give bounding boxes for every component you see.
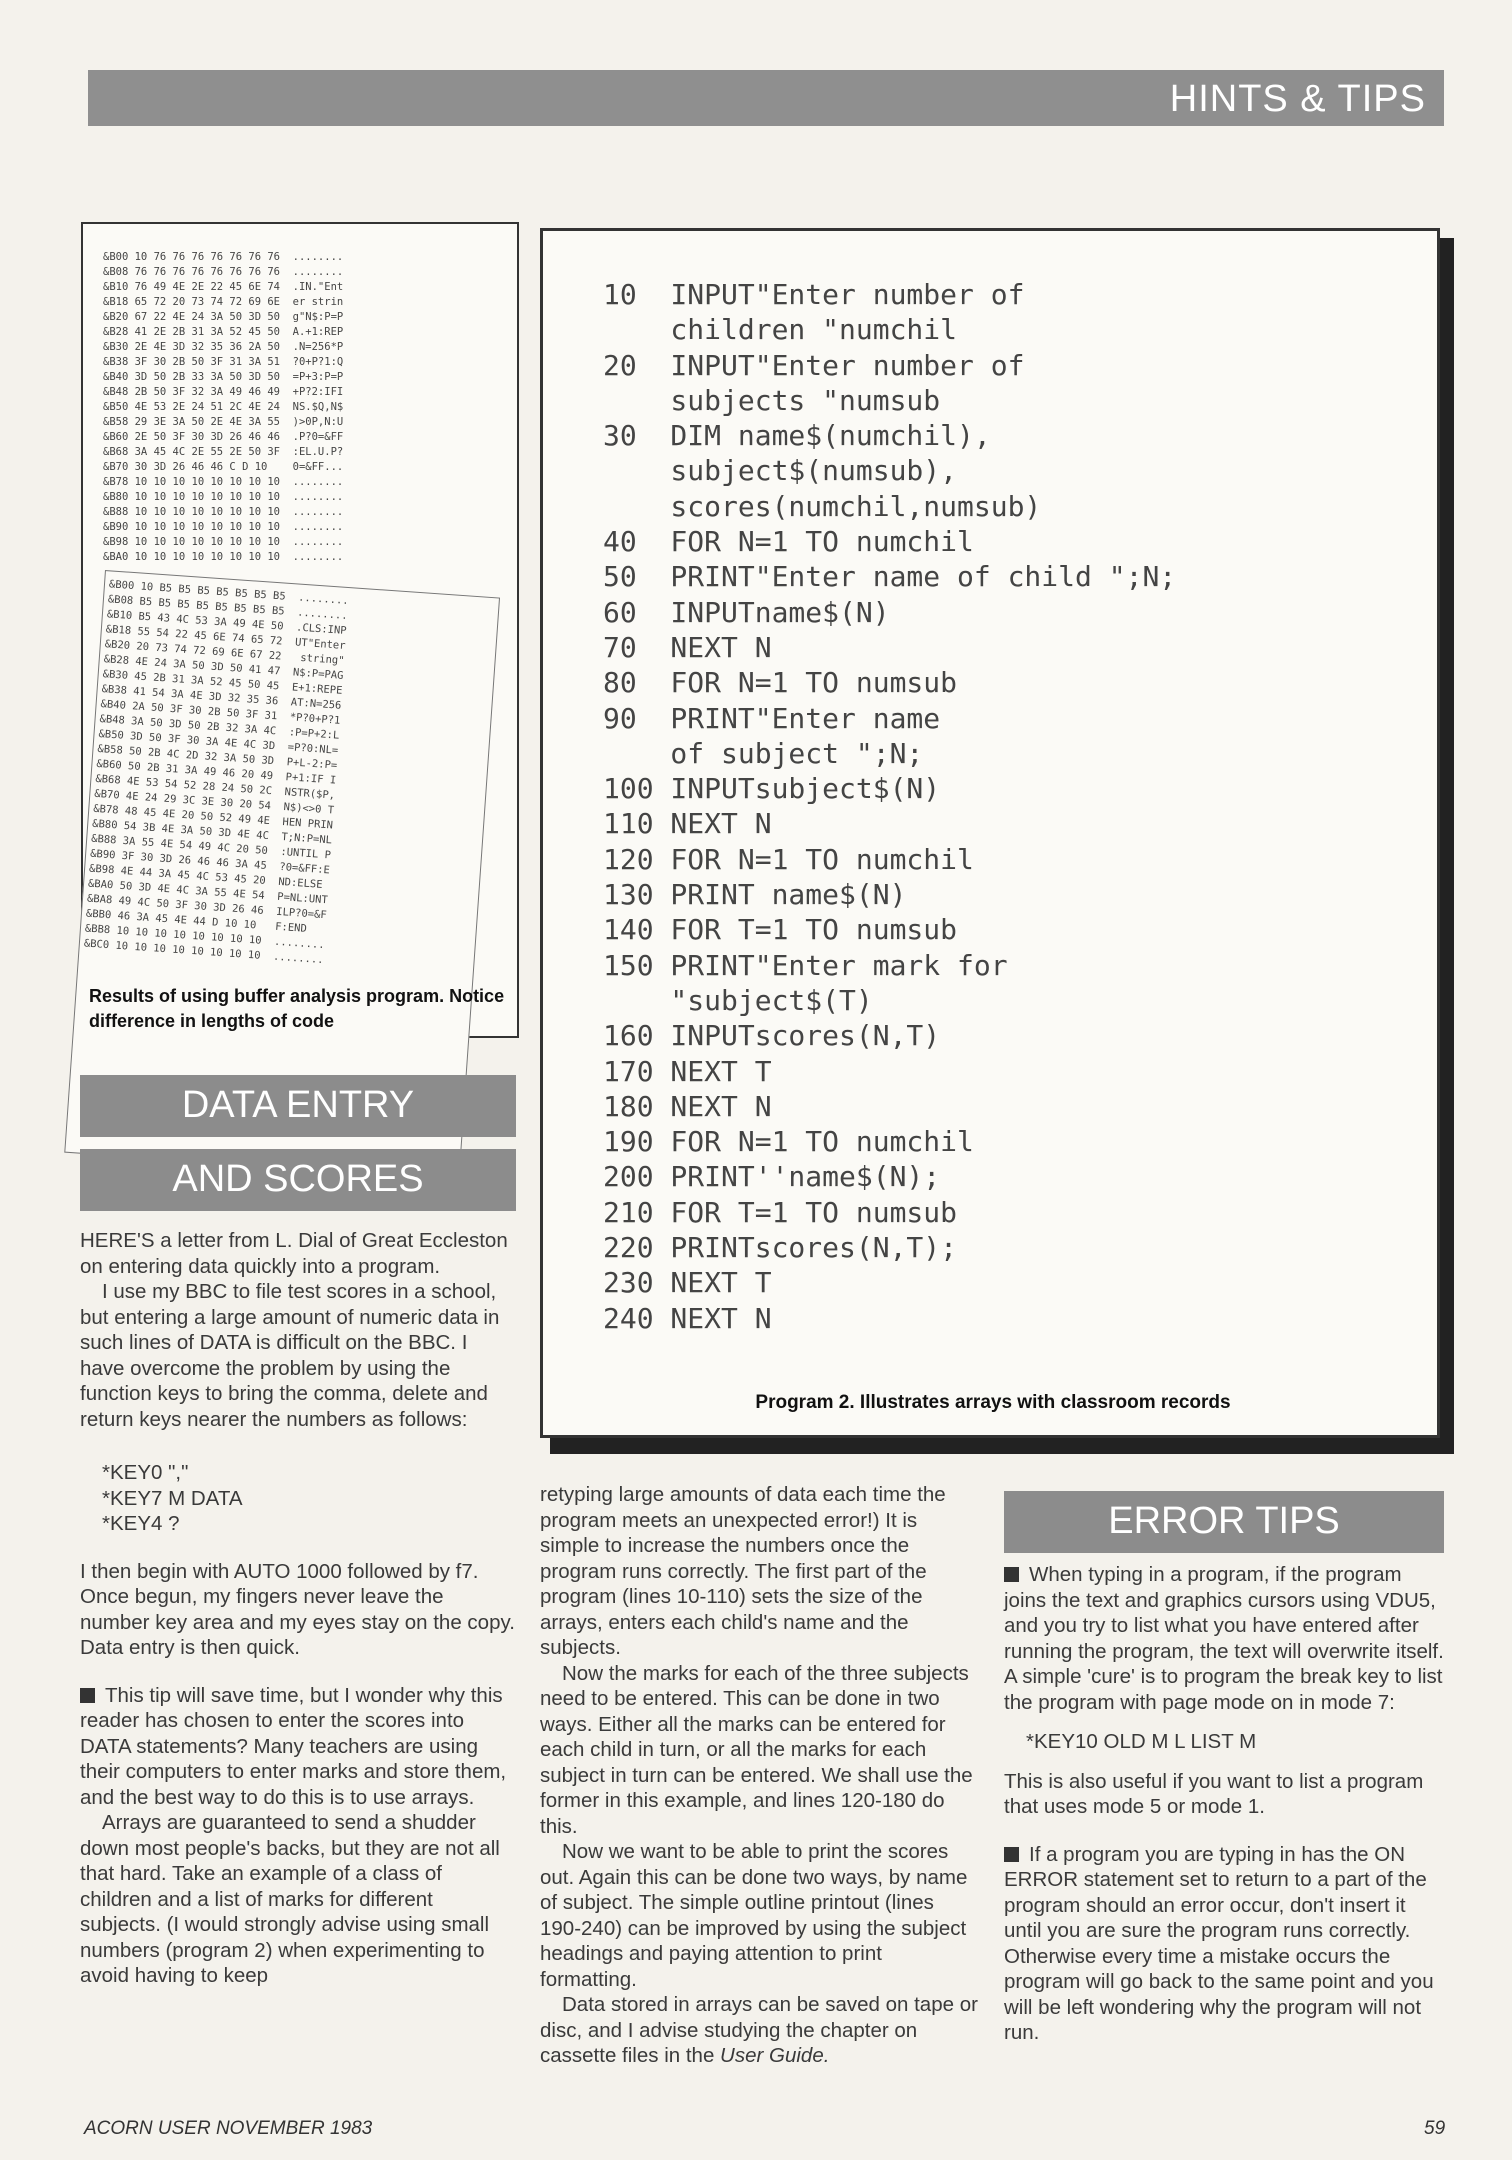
paragraph: Data stored in arrays can be saved on tape or disc, and I advise studying the chapter on cassette files in the User Guide. (540, 1993, 978, 2067)
paragraph: When typing in a program, if the program joins the text and graphics cursors using VDU5, and you try to list what you have entered after running the program, the text will overwrite itself. A simple 'cure' is to program the break key to list the program with page mode on in mode 7: (1004, 1563, 1444, 1714)
bullet-square-icon (1004, 1567, 1019, 1582)
section-title: HINTS & TIPS (1169, 78, 1426, 120)
buffer-dump-figure (81, 222, 519, 1038)
paragraph: HERE'S a letter from L. Dial of Great Eccleston on entering data quickly into a program. (80, 1229, 508, 1278)
paragraph: I use my BBC to file test scores in a school, but entering a large amount of numeric data in such lines of DATA is difficult on the BBC. I have overcome the problem by using the function keys to bring the comma, delete and return keys nearer the numbers as follows: (80, 1280, 500, 1431)
paragraph: This is also useful if you want to list a program that uses mode 5 or mode 1. (1004, 1769, 1424, 1818)
paragraph: Arrays are guaranteed to send a shudder down most people's backs, but they are not all that hard. Take an example of a class of children and a list of marks for different subjects. (I would strongly advise using small numbers (program 2) when experimenting to avoid having to keep (80, 1811, 500, 1987)
article-column-left (80, 1228, 516, 1989)
key-definition: *KEY4 ? (102, 1512, 180, 1535)
key-definition: *KEY7 M DATA (102, 1486, 243, 1510)
article-column-middle (540, 1482, 980, 2069)
paragraph: Now we want to be able to print the scores out. Again this can be done two ways, by name of subject. The simple outline printout (lines 190-240) can be improved by using the subject headings and paying attention to print formatting. (540, 1840, 968, 1991)
heading-error-tips: ERROR TIPS (1004, 1491, 1444, 1553)
footer-publication: ACORN USER NOVEMBER 1983 (84, 2118, 373, 2139)
paragraph: If a program you are typing in has the ON ERROR statement set to return to a part of the program should an error occur, don't insert it until you are sure the program runs correctly. Otherwise every time a mistake occurs the program will go back to the same point and you will be left wondering why the program will not run. (1004, 1842, 1434, 2044)
memory-dump-compressed: &B00 10 B5 B5 B5 B5 B5 B5 B5 ........ &B08 B5 B5 B5 B5 B5 B5 B5 B5 ........ &B10 B5 43 4C 53 3A 49 4E 50 .CLS:INP &B18 55 54 22 45 6E 74 65 72 UT"Enter &B20 20 73 74 72 69 6E 67 22 string" &B28 4E 24 3A 50 3D 50 41 47 N$:P=PAG &B30 45 2B 31 3A 52 45 50 45 E+1:REPE &B38 41 54 3A 4E 3D 32 35 36 AT:N=256 &B40 2A 50 3F 30 2B 50 3F 31 *P?0+P?1 &B48 3A 50 3D 50 2B 32 3A 4C :P=P+2:L &B50 3D 50 3F 30 3A 4E 4C 3D =P?0:NL= &B58 50 2B 4C 2D 32 3A 50 3D P+L-2:P= &B60 50 2B 31 3A 49 46 20 49 P+1:IF I &B68 4E 53 54 52 28 24 50 2C NSTR($P, &B70 4E 24 29 3C 3E 30 20 54 N$)<>0 T &B78 48 45 4E 20 50 52 49 4E HEN PRIN &B80 54 3B 4E 3A 50 3D 4E 4C T;N:P=NL &B88 3A 55 4E 54 49 4C 20 50 :UNTIL P &B90 3F 30 3D 26 46 46 3A 45 ?0=&FF:E &B98 4E 44 3A 45 4C 53 45 20 ND:ELSE &BA0 50 3D 4E 4C 3A 55 4E 54 P=NL:UNT &BA8 49 4C 50 3F 30 3D 26 46 ILP?0=&F &BB0 46 3A 45 4E 44 D 10 10 F:END &BB8 10 10 10 10 10 10 10 10 ........ &BC0 10 10 10 10 10 10 10 10 ........ (64, 570, 500, 1180)
figure-caption: Results of using buffer analysis program. Notice difference in lengths of code (89, 986, 505, 1031)
listing-caption: Program 2. Illustrates arrays with classroom records (755, 1392, 1231, 1413)
article-column-right (1004, 1562, 1444, 2046)
bullet-square-icon (80, 1688, 95, 1703)
paragraph: Now the marks for each of the three subjects need to be entered. This can be done in two ways. Either all the marks can be entered for each child in turn, or all the marks for each subject in turn can be entered. We shall use the former in this example, and lines 120-180 do this. (540, 1661, 973, 1838)
page-number: 59 (1424, 2118, 1446, 2139)
key-definition: *KEY10 OLD M L LIST M (1026, 1730, 1257, 1753)
heading-data-entry: DATA ENTRY (80, 1075, 516, 1137)
memory-dump-original: &B00 10 76 76 76 76 76 76 76 ........ &B08 76 76 76 76 76 76 76 76 ........ &B10 76 49 4E 2E 22 45 6E 74 .IN."Ent &B18 65 72 20 73 74 72 69 6E er strin &B20 67 22 4E 24 3A 50 3D 50 g"N$:P=P &B28 41 2E 2B 31 3A 52 45 50 A.+1:REP &B30 2E 4E 3D 32 35 36 2A 50 .N=256*P &B38 3F 30 2B 50 3F 31 3A 51 ?0+P?1:Q &B40 3D 50 2B 33 3A 50 3D 50 =P+3:P=P &B48 2B 50 3F 32 3A 49 46 49 +P?2:IFI &B50 4E 53 2E 24 51 2C 4E 24 NS.$Q,N$ &B58 29 3E 3A 50 2E 4E 3A 55 )>0P,N:U &B60 2E 50 3F 30 3D 26 46 46 .P?0=&FF &B68 3A 45 4C 2E 55 2E 50 3F :EL.U.P? &B70 30 3D 26 46 46 C D 10 0=&FF... &B78 10 10 10 10 10 10 10 10 ........ &B80 10 10 10 10 10 10 10 10 ........ &B88 10 10 10 10 10 10 10 10 ........ &B90 10 10 10 10 10 10 10 10 ........ &B98 10 10 10 10 10 10 10 10 ........ &BA0 10 10 10 10 10 10 10 10 ........ (103, 251, 344, 563)
section-header-bar (88, 70, 1444, 126)
heading-and-scores: AND SCORES (80, 1149, 516, 1211)
program-2-listing (540, 228, 1440, 1438)
paragraph: This tip will save time, but I wonder why this reader has chosen to enter the scores into DATA statements? Many teachers are using their computers to enter marks and store them, and the best way to do this is to use arrays. (80, 1683, 507, 1809)
paragraph: I then begin with AUTO 1000 followed by f7. Once begun, my fingers never leave the number key area and my eyes stay on the copy. Data entry is then quick. (80, 1559, 515, 1659)
key-definition: *KEY0 "," (102, 1461, 189, 1484)
basic-listing: 10 INPUT"Enter number of children "numchil 20 INPUT"Enter number of subjects "numsub 30 DIM name$(numchil), subject$(numsub), scores(numchil,numsub) 40 FOR N=1 TO numchil 50 PRINT"Enter name of child ";N; 60 INPUTname$(N) 70 NEXT N 80 FOR N=1 TO numsub 90 PRINT"Enter name of subject ";N; 100 INPUTsubject$(N) 110 NEXT N 120 FOR N=1 TO numchil 130 PRINT name$(N) 140 FOR T=1 TO numsub 150 PRINT"Enter mark for "subject$(T) 160 INPUTscores(N,T) 170 NEXT T 180 NEXT N 190 FOR N=1 TO numchil 200 PRINT''name$(N); 210 FOR T=1 TO numsub 220 PRINTscores(N,T); 230 NEXT T 240 NEXT N (603, 278, 1177, 1335)
bullet-square-icon (1004, 1847, 1019, 1862)
paragraph: retyping large amounts of data each time the program meets an unexpected error!) It is simple to increase the numbers once the program runs correctly. The first part of the program (lines 10-110) sets the size of the arrays, enters each child's name and the subjects. (540, 1483, 946, 1659)
